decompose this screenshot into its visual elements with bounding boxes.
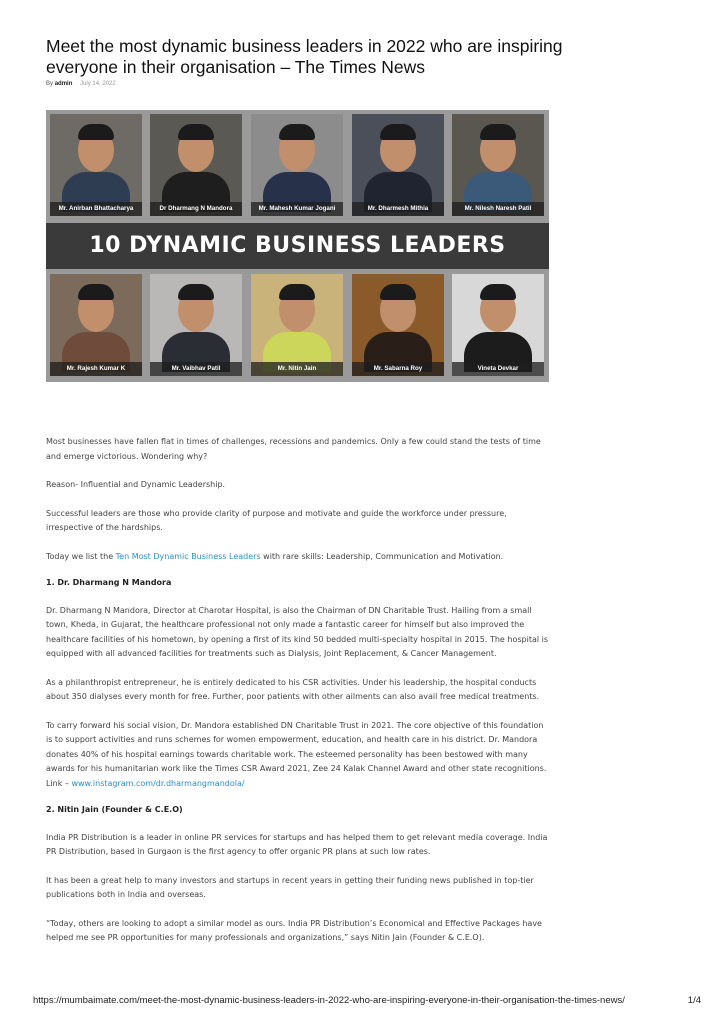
leaders-paragraph: Successful leaders are those who provide clarity of purpose and motivate and guide the workforce under pressure, irrespective of the hardships.: [46, 508, 507, 532]
article-title: Meet the most dynamic business leaders in 2022 who are inspiring everyone in their organisation – The Times News: [46, 36, 563, 77]
section1-paragraph-3: [46, 719, 551, 792]
portrait-hair: [480, 284, 516, 300]
hero-top-row: [46, 114, 549, 220]
portrait-hair: [178, 124, 214, 140]
print-url: https://mumbaimate.com/meet-the-most-dynamic-business-leaders-in-2022-who-are-inspiring-everyone-in-their-organisation-the-times-news/: [33, 995, 625, 1006]
section1-paragraph-3-text: To carry forward his social vision, Dr. Mandora established DN Charitable Trust in 2021. The core objective of this foundation is to support activities and runs schemes for women empowerment, education, and health care in his district. Dr. Mandora donates 40% of his hospital earnings towards charitable work. The esteemed personality has been bestowed with many awards for his humanitarian work like the Times CSR Award 2021, Zee 24 Kalak Channel Award and other state recognitions. Link –: [46, 720, 547, 788]
reason-paragraph: Reason- Influential and Dynamic Leadership.: [46, 480, 226, 489]
portrait-hair: [480, 124, 516, 140]
author-link[interactable]: admin: [54, 81, 73, 87]
portrait-tile: [50, 114, 142, 216]
instagram-link[interactable]: www.instagram.com/dr.dharmangmandola/: [71, 778, 245, 788]
section2-paragraph-1: India PR Distribution is a leader in online PR services for startups and has helped them to get relevant media coverage. India PR Distribution, based in Gurgaon is the first agency to offer organic PR plans at such low rates.: [46, 832, 548, 856]
section1-paragraph-1: Dr. Dharmang N Mandora, Director at Charotar Hospital, is also the Chairman of DN Charitable Trust. Hailing from a small town, Kheda, in Gujarat, the healthcare professional not only made a fantastic career for himself but also improved the healthcare facilities of his hometown, by opening a first of its kind 50 bedded multi-specialty hospital in 2015. The hospital is equipped with all advanced facilities for treatments such as Dialysis, Joint Replacement, & Cancer Management.: [46, 605, 549, 658]
portrait-caption: Mr. Anirban Bhattacharya: [50, 202, 142, 216]
portrait-tile: [50, 274, 142, 376]
ten-leaders-link[interactable]: Ten Most Dynamic Business Leaders: [115, 551, 261, 561]
article-body: [46, 435, 551, 946]
portrait-hair: [279, 284, 315, 300]
portrait-caption: Mr. Sabarna Roy: [352, 362, 444, 376]
print-footer: [33, 995, 701, 1006]
portrait-hair: [178, 284, 214, 300]
hero-image: [46, 110, 549, 382]
portrait-tile: [452, 114, 544, 216]
portrait-caption: Vineta Devkar: [452, 362, 544, 376]
section1-paragraph-2: As a philanthropist entrepreneur, he is entirely dedicated to his CSR activities. Under his leadership, the hospital conducts about 350 dialyses every month for free. Further, poor patients with other ailments can also avail free medical treatments.: [46, 677, 540, 701]
portrait-hair: [78, 284, 114, 300]
list-intro-paragraph: [46, 550, 551, 565]
portrait-hair: [279, 124, 315, 140]
publish-date: July 14, 2022: [80, 81, 116, 87]
portrait-caption: Mr. Vaibhav Patil: [150, 362, 242, 376]
portrait-tile: [352, 274, 444, 376]
portrait-caption: Dr Dharmang N Mandora: [150, 202, 242, 216]
portrait-tile: [352, 114, 444, 216]
hero-bottom-row: [46, 274, 549, 380]
portrait-hair: [78, 124, 114, 140]
portrait-tile: [150, 114, 242, 216]
section2-paragraph-3: “Today, others are looking to adopt a similar model as ours. India PR Distribution’s Economical and Effective Packages have helped me see PR opportunities for many professionals and organizations,” says Nitin Jain (Founder & C.E.O).: [46, 918, 542, 942]
portrait-caption: Mr. Nilesh Naresh Patil: [452, 202, 544, 216]
portrait-caption: Mr. Dharmesh Mithia: [352, 202, 444, 216]
print-page-number: 1/4: [687, 995, 701, 1006]
section-heading-1: 1. Dr. Dharmang N Mandora: [46, 578, 172, 587]
section-heading-2: 2. Nitin Jain (Founder & C.E.O): [46, 805, 183, 814]
portrait-tile: [251, 274, 343, 376]
portrait-hair: [380, 284, 416, 300]
section2-paragraph-2: It has been a great help to many investors and startups in recent years in getting their funding news published in top-tier publications both in India and overseas.: [46, 875, 534, 899]
portrait-tile: [452, 274, 544, 376]
intro-paragraph: Most businesses have fallen flat in times of challenges, recessions and pandemics. Only a few could stand the tests of time and emerge victorious. Wondering why?: [46, 437, 541, 461]
portrait-tile: [251, 114, 343, 216]
hero-banner: 10 DYNAMIC BUSINESS LEADERS: [46, 223, 549, 269]
portrait-caption: Mr. Nitin Jain: [251, 362, 343, 376]
list-intro-text-after: with rare skills: Leadership, Communication and Motivation.: [260, 551, 504, 561]
byline: [46, 81, 116, 87]
byline-prefix: By: [46, 81, 54, 87]
portrait-caption: Mr. Rajesh Kumar K: [50, 362, 142, 376]
portrait-hair: [380, 124, 416, 140]
portrait-tile: [150, 274, 242, 376]
portrait-caption: Mr. Mahesh Kumar Jogani: [251, 202, 343, 216]
list-intro-text: Today we list the: [46, 551, 116, 561]
